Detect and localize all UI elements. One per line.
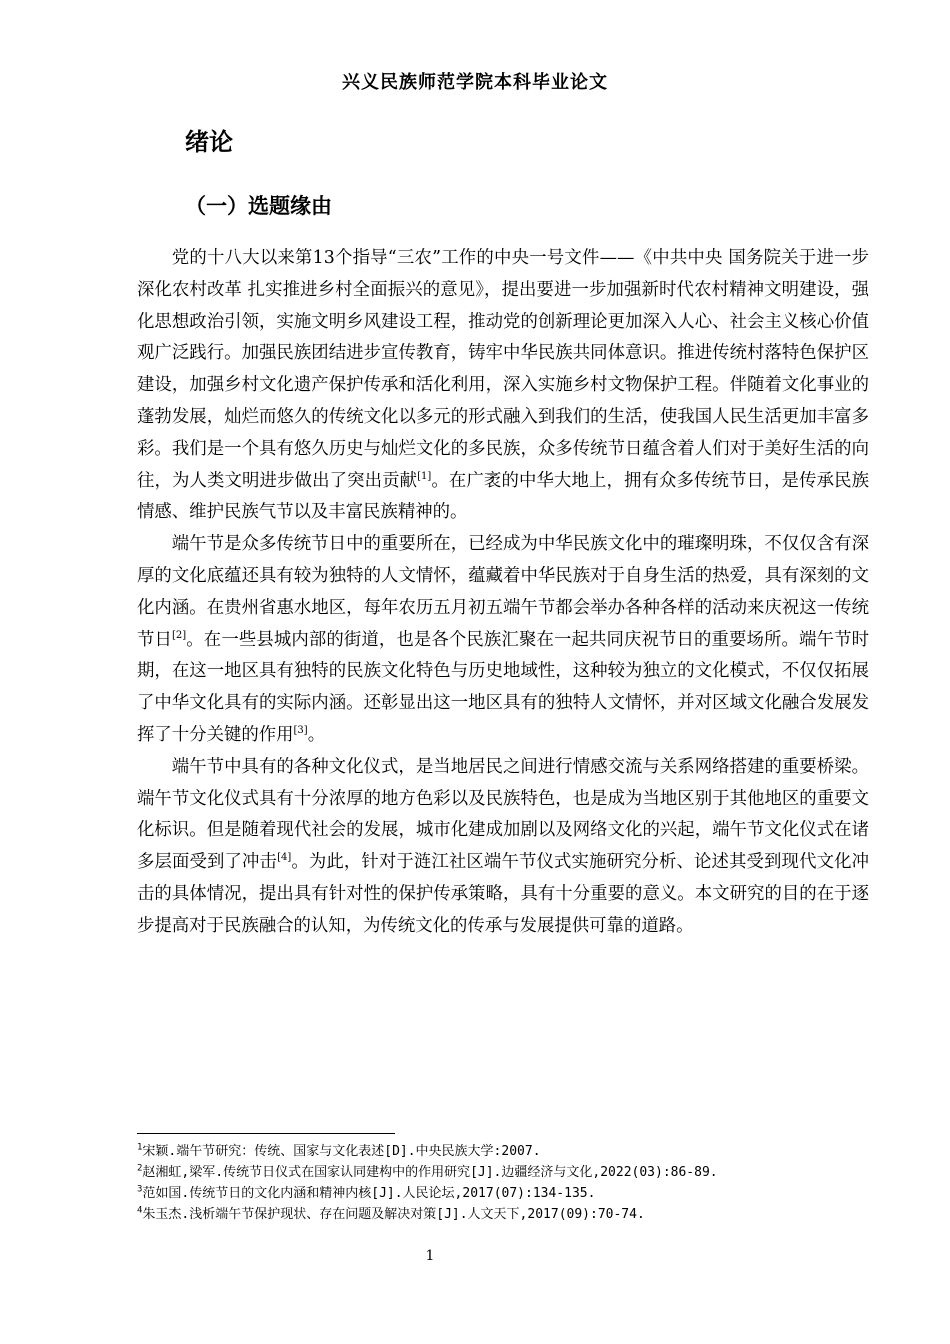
footnote-text: 范如国.传统节日的文化内涵和精神内核[J].人民论坛,2017(07):134-135.	[142, 1186, 596, 1201]
footnote-mark: 2	[137, 1163, 143, 1174]
paragraph-text: 。在广袤的中华大地上，拥有众多传统节日，是传承民族情感、维护民族气节以及丰富民族精神的。	[137, 470, 869, 523]
paragraph-text: 端午节是众多传统节日中的重要所在，已经成为中华民族文化中的璀璨明珠，不仅仅含有深厚的文化底蕴还具有较为独特的人文情怀，蕴藏着中华民族对于自身生活的热爱，具有深刻的文化内涵。在贵州省惠水地区，每年农历五月初五端午节都会举办各种各样的活动来庆祝这一传统节日	[137, 534, 869, 650]
paragraph-text: 。在一些县城内部的街道，也是各个民族汇聚在一起共同庆祝节日的重要场所。端午节时期，在这一地区具有独特的民族文化特色与历史地域性，这种较为独立的文化模式，不仅仅拓展了中华文化具有的实际内涵。还彰显出这一地区具有的独特人文情怀，并对区域文化融合发展发挥了十分关键的作用	[137, 629, 869, 745]
citation-ref: [3]	[293, 725, 308, 737]
footnote-mark: 4	[137, 1205, 143, 1216]
footnote-mark: 1	[137, 1142, 143, 1153]
paragraph-1	[137, 243, 869, 529]
paragraph-text: 端午节中具有的各种文化仪式，是当地居民之间进行情感交流与关系网络搭建的重要桥梁。端午节文化仪式具有十分浓厚的地方色彩以及民族特色，也是成为当地区别于其他地区的重要文化标识。但是随着现代社会的发展，城市化建成加剧以及网络文化的兴起，端午节文化仪式在诸多层面受到了冲击	[137, 756, 869, 873]
paragraph-text: 。为此，针对于涟江社区端午节仪式实施研究分析、论述其受到现代文化冲击的具体情况，提出具有针对性的保护传承策略，具有十分重要的意义。本文研究的目的在于逐步提高对于民族融合的认知，为传统文化的传承与发展提供可靠的道路。	[137, 852, 869, 936]
footnotes	[137, 1141, 877, 1225]
paragraph-text: 党的十八大以来第13个指导“三农”工作的中央一号文件——《中共中央 国务院关于进一步深化农村改革 扎实推进乡村全面振兴的意见》，提出要进一步加强新时代农村精神文明建设，强化思想政治引领，实施文明乡风建设工程，推动党的创新理论更加深入人心、社会主义核心价值观广泛践行。加强民族团结进步宣传教育，铸牢中华民族共同体意识。推进传统村落特色保护区建设，加强乡村文化遗产保护传承和活化利用，深入实施乡村文物保护工程。伴随着文化事业的蓬勃发展，灿烂而悠久的传统文化以多元的形式融入到我们的生活，使我国人民生活更加丰富多彩。我们是一个具有悠久历史与灿烂文化的多民族，众多传统节日蕴含着人们对于美好生活的向往，为人类文明进步做出了突出贡献	[137, 248, 869, 491]
footnote-item	[137, 1204, 877, 1225]
footnote-text: 赵湘虹,梁军.传统节日仪式在国家认同建构中的作用研究[J].边疆经济与文化,2022(03):86-89.	[142, 1165, 718, 1180]
footnote-mark: 3	[137, 1184, 143, 1195]
footnote-text: 宋颖.端午节研究：传统、国家与文化表述[D].中央民族大学:2007.	[142, 1144, 541, 1159]
footnote-item	[137, 1183, 877, 1204]
section-title: （一）选题缘由	[185, 194, 332, 218]
footnote-text: 朱玉杰.浅析端午节保护现状、存在问题及解决对策[J].人文天下,2017(09):70-74.	[142, 1207, 645, 1222]
citation-ref: [1]	[417, 470, 432, 482]
paragraph-3	[137, 752, 869, 943]
citation-ref: [2]	[172, 629, 187, 641]
paragraph-2	[137, 529, 869, 752]
footnote-divider	[137, 1133, 395, 1134]
chapter-title: 绪论	[185, 128, 233, 156]
page-header: 兴义民族师范学院本科毕业论文	[342, 72, 608, 93]
page-number: 1	[425, 1248, 435, 1264]
footnote-item	[137, 1162, 877, 1183]
paragraph-text: 。	[307, 724, 326, 745]
body-text	[137, 243, 869, 943]
citation-ref: [4]	[277, 852, 292, 864]
footnote-item	[137, 1141, 877, 1162]
